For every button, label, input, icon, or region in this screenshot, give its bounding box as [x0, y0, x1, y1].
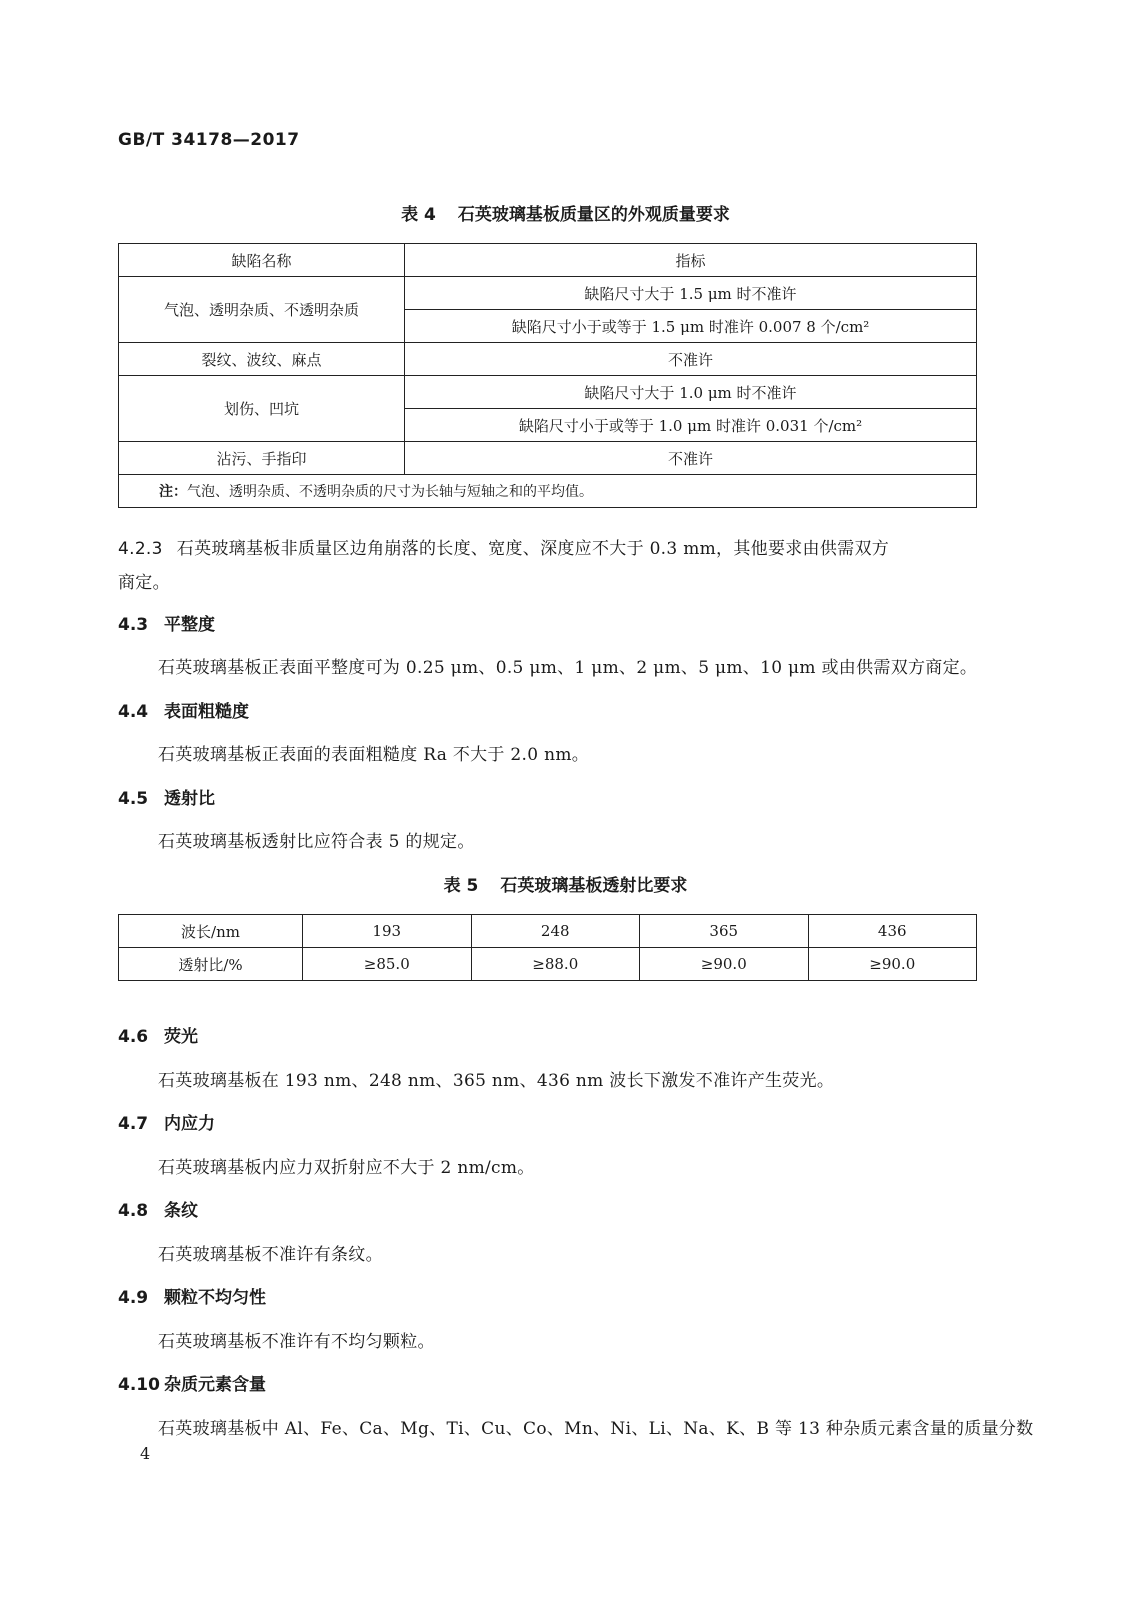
table-cell: ≥88.0: [471, 948, 640, 981]
section-number: 4.3: [118, 615, 149, 635]
section-title: 内应力: [164, 1114, 215, 1134]
section-body: 石英玻璃基板不准许有不均匀颗粒。: [158, 1332, 435, 1352]
section-body: 石英玻璃基板正表面平整度可为 0.25 μm、0.5 μm、1 μm、2 μm、5 μm、10 μm 或由供需双方商定。: [158, 658, 978, 678]
section-body: 石英玻璃基板内应力双折射应不大于 2 nm/cm。: [158, 1158, 535, 1178]
defect-name-cell: 气泡、透明杂质、不透明杂质: [119, 277, 405, 343]
section-heading: [118, 1370, 266, 1395]
section-body: 石英玻璃基板透射比应符合表 5 的规定。: [158, 832, 475, 852]
table-note: [119, 475, 977, 508]
table4-title: 石英玻璃基板质量区的外观质量要求: [457, 205, 730, 225]
requirement-cell: 不准许: [405, 442, 977, 475]
section-title: 条纹: [164, 1201, 198, 1221]
paragraph-4-2-3: [118, 532, 978, 600]
requirement-cell: 缺陷尺寸大于 1.0 μm 时不准许: [405, 376, 977, 409]
table-row: [119, 376, 977, 409]
section-heading: [118, 697, 249, 722]
section-body: 石英玻璃基板中 Al、Fe、Ca、Mg、Ti、Cu、Co、Mn、Ni、Li、Na、K、B 等 13 种杂质元素含量的质量分数: [158, 1419, 1034, 1439]
section-title: 杂质元素含量: [164, 1375, 266, 1395]
requirement-cell: 不准许: [405, 343, 977, 376]
table4: [118, 243, 977, 508]
table-cell: 436: [808, 915, 977, 948]
note-label: 注：: [159, 484, 187, 500]
table4-caption: [0, 200, 1131, 225]
section-number: 4.6: [118, 1027, 149, 1047]
section-number: 4.4: [118, 702, 149, 722]
section-number: 4.5: [118, 789, 149, 809]
table-header-cell: 指标: [405, 244, 977, 277]
paragraph-line: 商定。: [118, 573, 170, 593]
requirement-cell: 缺陷尺寸小于或等于 1.0 μm 时准许 0.031 个/cm²: [405, 409, 977, 442]
section-body: 石英玻璃基板正表面的表面粗糙度 Ra 不大于 2.0 nm。: [158, 745, 590, 765]
table4-number: 表 4: [401, 205, 436, 225]
table-cell: ≥85.0: [303, 948, 472, 981]
paragraph-line: 石英玻璃基板非质量区边角崩落的长度、宽度、深度应不大于 0.3 mm，其他要求由供需双方: [176, 539, 890, 559]
table5-caption: [0, 871, 1131, 896]
requirement-cell: 缺陷尺寸大于 1.5 μm 时不准许: [405, 277, 977, 310]
section-title: 荧光: [164, 1027, 198, 1047]
section-title: 透射比: [164, 789, 215, 809]
defect-name-cell: 沾污、手指印: [119, 442, 405, 475]
table5-number: 表 5: [443, 876, 479, 896]
table-cell: ≥90.0: [640, 948, 809, 981]
section-heading: [118, 784, 215, 809]
page-number: 4: [140, 1444, 151, 1463]
requirement-cell: 缺陷尺寸小于或等于 1.5 μm 时准许 0.007 8 个/cm²: [405, 310, 977, 343]
section-title: 平整度: [164, 615, 215, 635]
table-cell: 193: [303, 915, 472, 948]
defect-name-cell: 划伤、凹坑: [119, 376, 405, 442]
table-cell: 248: [471, 915, 640, 948]
section-heading: [118, 1196, 198, 1221]
table-cell: ≥90.0: [808, 948, 977, 981]
table-row: [119, 277, 977, 310]
section-number: 4.2.3: [118, 539, 163, 559]
section-heading: [118, 1283, 266, 1308]
section-title: 表面粗糙度: [164, 702, 249, 722]
note-text: 气泡、透明杂质、不透明杂质的尺寸为长轴与短轴之和的平均值。: [187, 484, 593, 500]
table-header-row: [119, 244, 977, 277]
table-note-row: [119, 475, 977, 508]
table-cell: 透射比/%: [119, 948, 303, 981]
table-cell: 365: [640, 915, 809, 948]
table5-title: 石英玻璃基板透射比要求: [500, 876, 688, 896]
section-body: 石英玻璃基板在 193 nm、248 nm、365 nm、436 nm 波长下激发不准许产生荧光。: [158, 1071, 835, 1091]
table-row: [119, 442, 977, 475]
section-body: 石英玻璃基板不准许有条纹。: [158, 1245, 383, 1265]
table5: [118, 914, 977, 981]
table-row: [119, 343, 977, 376]
defect-name-cell: 裂纹、波纹、麻点: [119, 343, 405, 376]
section-number: 4.10: [118, 1375, 160, 1395]
section-number: 4.7: [118, 1114, 149, 1134]
section-heading: [118, 610, 215, 635]
section-heading: [118, 1022, 198, 1047]
table-cell: 波长/nm: [119, 915, 303, 948]
section-number: 4.9: [118, 1288, 149, 1308]
table-header-cell: 缺陷名称: [119, 244, 405, 277]
section-heading: [118, 1109, 215, 1134]
table-row: [119, 915, 977, 948]
standard-code: GB/T 34178—2017: [118, 130, 300, 150]
section-number: 4.8: [118, 1201, 149, 1221]
table-row: [119, 948, 977, 981]
section-title: 颗粒不均匀性: [164, 1288, 266, 1308]
